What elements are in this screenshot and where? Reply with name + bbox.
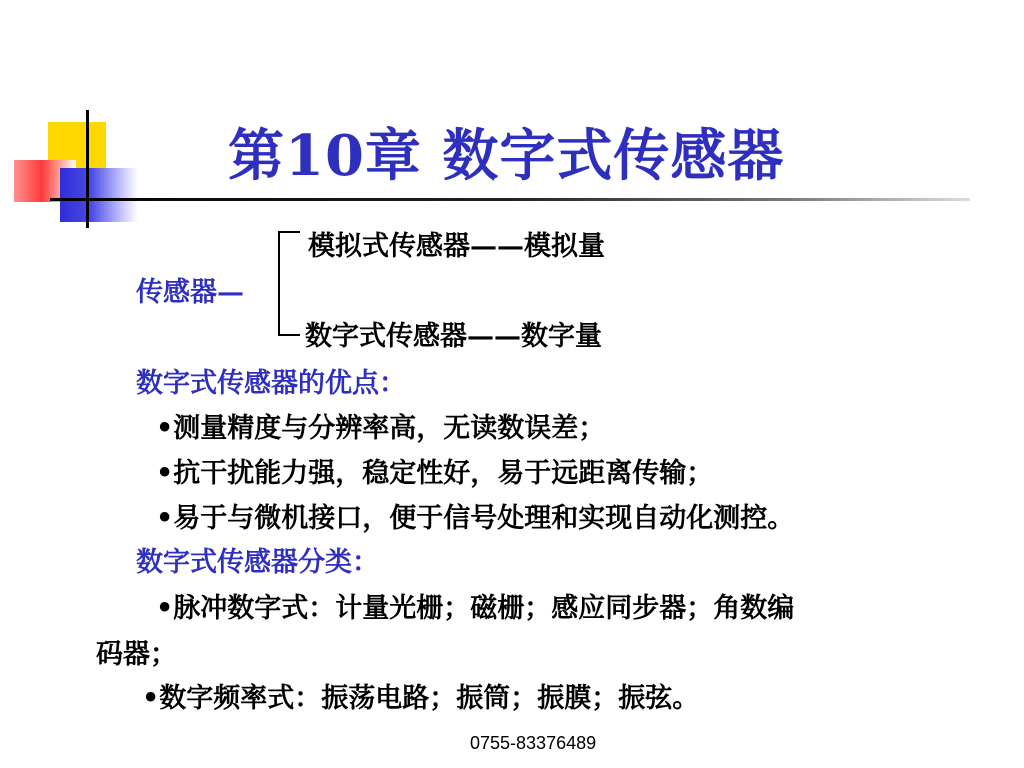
advantage-item: •测量精度与分辨率高，无读数误差； <box>156 413 606 444</box>
classification-item-continued: 码器； <box>96 639 177 670</box>
advantage-item: •易于与微机接口，便于信号处理和实现自动化测控。 <box>156 503 795 534</box>
classification-heading: 数字式传感器分类： <box>136 547 379 578</box>
branch-analog: 模拟式传感器——模拟量 <box>308 231 605 262</box>
classification-item: •脉冲数字式：计量光栅；磁栅；感应同步器；角数编 <box>156 593 795 624</box>
classification-item: •数字频率式：振荡电路；振筒；振膜；振弦。 <box>142 683 700 714</box>
bracket-top-tick <box>278 231 300 233</box>
title-underline <box>50 198 970 201</box>
decor-vertical-line <box>86 110 89 228</box>
bracket-line <box>278 231 280 336</box>
advantages-heading: 数字式传感器的优点： <box>136 368 406 399</box>
advantage-item: •抗干扰能力强，稳定性好，易于远距离传输； <box>156 458 714 489</box>
bracket-bottom-tick <box>278 334 300 336</box>
decor-blue-square <box>60 168 138 222</box>
diagram-root: 传感器— <box>136 277 244 308</box>
slide-title: 第10章 数字式传感器 <box>228 123 785 189</box>
footer-phone: 0755-83376489 <box>470 733 597 753</box>
branch-digital: 数字式传感器——数字量 <box>305 321 602 352</box>
